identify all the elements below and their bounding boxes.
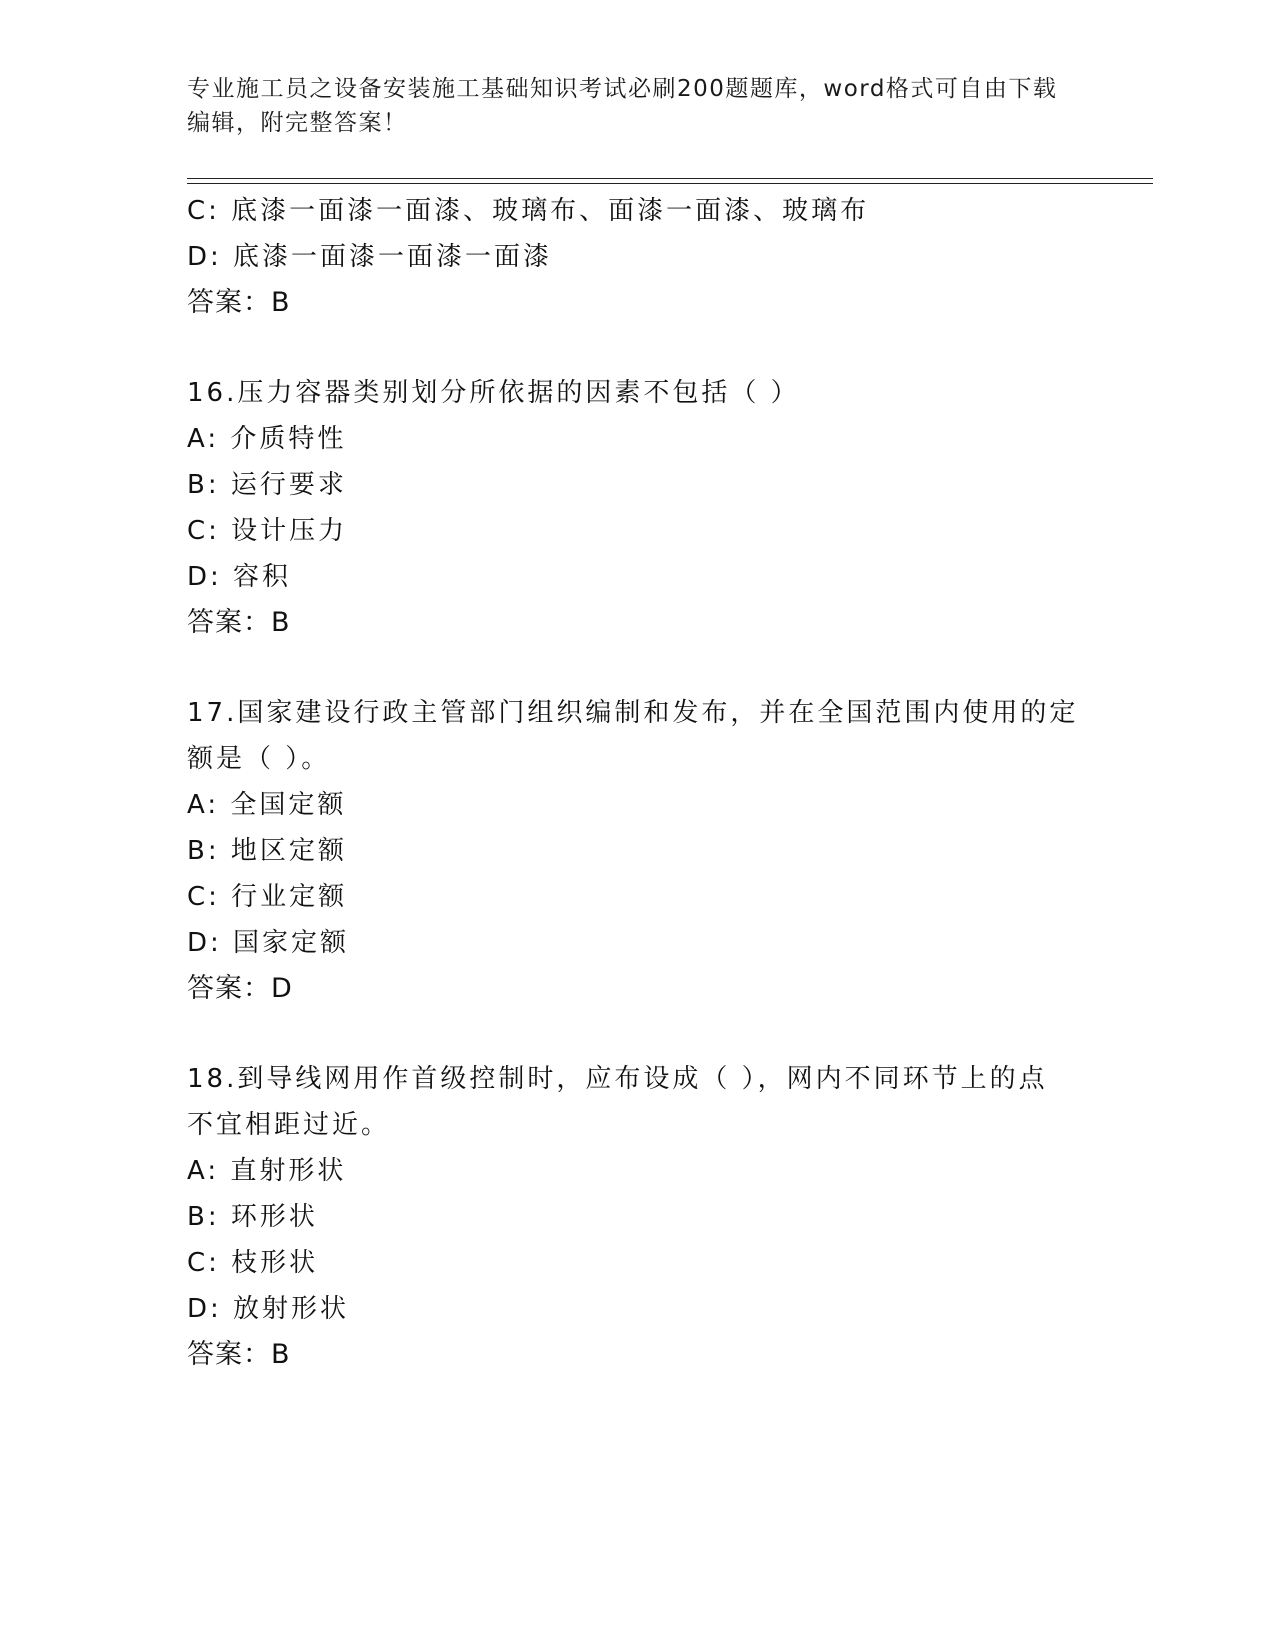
header-divider-bottom xyxy=(187,183,1153,184)
option-b: B: 地区定额 xyxy=(187,836,347,866)
header-line-1: 专业施工员之设备安装施工基础知识考试必刷200题题库，word格式可自由下载 xyxy=(187,76,1058,102)
question-stem-line-2: 额是（ ）。 xyxy=(187,744,331,774)
option-b: B: 环形状 xyxy=(187,1202,318,1232)
question-stem-line-2: 不宜相距过近。 xyxy=(187,1110,391,1140)
question-18 xyxy=(187,1056,1087,1378)
option-a: A: 直射形状 xyxy=(187,1156,347,1186)
answer: 答案：B xyxy=(187,287,291,318)
option-b: B: 运行要求 xyxy=(187,470,347,500)
document-header xyxy=(187,72,1067,140)
question-15-tail xyxy=(187,188,1087,326)
question-stem: 16.压力容器类别划分所依据的因素不包括（ ） xyxy=(187,378,800,408)
option-d: D: 容积 xyxy=(187,562,292,592)
option-c: C: 底漆一面漆一面漆、玻璃布、面漆一面漆、玻璃布 xyxy=(187,196,870,226)
header-line-2: 编辑，附完整答案！ xyxy=(187,110,408,136)
question-list xyxy=(187,188,1087,1378)
option-d: D: 底漆一面漆一面漆一面漆 xyxy=(187,242,553,272)
answer: 答案：D xyxy=(187,973,293,1004)
question-stem-line-1: 18.到导线网用作首级控制时，应布设成（ ），网内不同环节上的点 xyxy=(187,1064,1048,1094)
option-d: D: 国家定额 xyxy=(187,928,350,958)
option-a: A: 全国定额 xyxy=(187,790,347,820)
option-c: C: 枝形状 xyxy=(187,1248,319,1278)
option-c: C: 设计压力 xyxy=(187,516,348,546)
option-d: D: 放射形状 xyxy=(187,1294,350,1324)
option-a: A: 介质特性 xyxy=(187,424,347,454)
question-16 xyxy=(187,370,1087,646)
question-stem-line-1: 17.国家建设行政主管部门组织编制和发布，并在全国范围内使用的定 xyxy=(187,698,1079,728)
option-c: C: 行业定额 xyxy=(187,882,348,912)
header-divider-top xyxy=(187,178,1153,179)
answer: 答案：B xyxy=(187,607,291,638)
question-17 xyxy=(187,690,1087,1012)
answer: 答案：B xyxy=(187,1339,291,1370)
